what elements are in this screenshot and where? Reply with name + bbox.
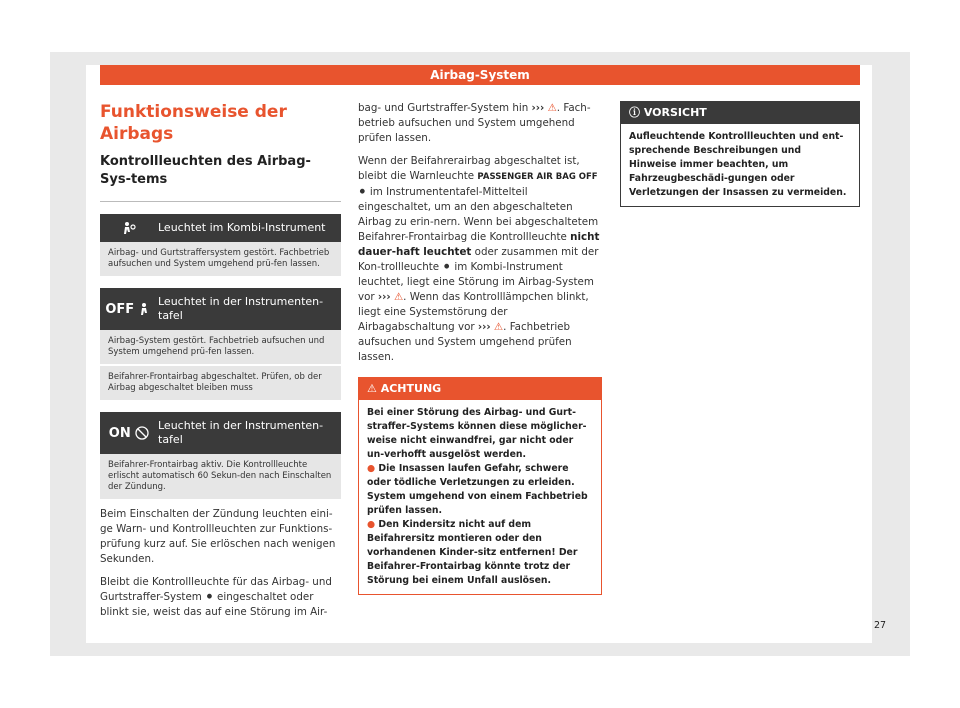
caution-body: Aufleuchtende Kontrollleuchten und ent-sprechende Beschreibungen und Hinweise immer beachten, um Fahrzeugbeschädi-gungen oder Verletzungen der Insassen zu vermeiden. [629,131,847,198]
column-middle [358,101,602,595]
info-box-body: Beifahrer-Frontairbag abgeschaltet. Prüfen, ob der Airbag abgeschaltet bleiben muss [100,364,341,400]
column-left [100,101,341,620]
info-circle-icon: ⓘ [629,106,640,119]
reference-chevrons[interactable]: ››› [531,102,545,114]
on-label: ON [108,425,131,441]
warning-header [359,378,601,400]
text: Bleibt die Kontrollleuchte für das Airbag- und Gurtstraffer-System [100,576,332,603]
warning-triangle-icon: ⚠ [367,382,377,395]
paragraph [100,575,341,620]
text: Wenn der Beifahrerairbag abgeschaltet ist, bleibt die Warnleuchte [358,155,580,182]
airbag-on-icon [100,426,158,441]
info-box-header [100,214,341,242]
warning-triangle-icon: ⚠ [393,291,404,303]
info-box-kombi [100,214,341,276]
warning-title: ACHTUNG [380,382,442,395]
airbag-person-icon: ⚫ [205,591,214,603]
airbag-person-icon: ⚫ [442,261,452,273]
warning-intro: Bei einer Störung des Airbag- und Gurt-straffer-Systems können diese möglicher-weise nicht einwandfrei, gar nicht oder un-verhofft ausgelöst werden. [367,407,587,460]
caution-header [621,102,859,124]
info-box-title: Leuchtet im Kombi-Instrument [158,221,326,234]
info-box-title: Leuchtet in der Instrumenten-tafel [158,419,324,446]
warning-bullet [367,462,593,518]
text: bag- und Gurtstraffer-System hin [358,102,529,114]
passenger-airbag-off-label: PASSENGER AIR BAG OFF [477,172,598,182]
caution-box [620,101,860,207]
text: Den Kindersitz nicht auf dem Beifahrersitz montieren oder den vorhandenen Kinder-sitz entfernen! Der Beifahrer-Frontairbag könnte trotz der Störung bei einem Unfall auslösen. [367,519,578,586]
text: . Fachbetrieb aufsuchen und System umgehend prüfen lassen. [358,321,572,363]
paragraph [358,154,602,365]
section-subtitle: Kontrollleuchten des Airbag-Sys-tems [100,153,341,202]
bullet-icon: ● [367,463,376,474]
warning-box [358,377,602,595]
bullet-icon: ● [367,519,376,530]
warning-body [359,400,601,594]
info-box-body: Airbag-System gestört. Fachbetrieb aufsuchen und System umgehend prü-fen lassen. [100,330,341,364]
airbag-person-icon: ⚫ [358,186,367,198]
page-number: 27 [874,620,887,631]
text: im Kombi-Instrument leuchtet, liegt eine Störung im Airbag-System vor [358,261,594,303]
text: Die Insassen laufen Gefahr, schwere oder tödliche Verletzungen zu erleiden. System umgehend von einem Fachbetrieb prüfen lassen. [367,463,588,516]
info-box-header [100,412,341,454]
reference-chevrons[interactable]: ››› [477,321,491,333]
bold-text: nicht dauer-haft leuchtet [358,231,600,258]
text: eingeschaltet oder blinkt sie, weist das auf eine Störung im Air- [100,591,328,618]
caution-title: VORSICHT [643,106,707,119]
text: im Instrumententafel-Mittelteil eingeschaltet, um an den abgeschalteten Airbag zu erin-nern. Wenn bei abgeschaltetem Beifahrer-Frontairbag die Kontrollleuchte [358,186,599,243]
warning-triangle-icon: ⚠ [547,102,557,114]
column-right [620,101,860,207]
info-box-on [100,412,341,499]
paragraph [358,101,602,146]
info-box-title: Leuchtet in der Instrumenten-tafel [158,295,324,322]
warning-triangle-icon: ⚠ [493,321,504,333]
section-header: Airbag-System [100,65,860,85]
info-box-body: Beifahrer-Frontairbag aktiv. Die Kontrollleuchte erlischt automatisch 60 Sekun-den nach Einschalten der Zündung. [100,454,341,499]
off-label: OFF [105,301,135,317]
info-box-header [100,288,341,330]
text: . Fach-betrieb aufsuchen und System umgehend prüfen lassen. [358,102,591,144]
airbag-off-icon [100,302,158,317]
text: oder zusammen mit der Kon-trollleuchte [358,246,599,273]
paragraph: Beim Einschalten der Zündung leuchten eini-ge Warn- und Kontrollleuchten zur Funktions-prüfung kurz auf. Sie erlöschen nach wenigen Sekunden. [100,508,336,565]
info-box-body: Airbag- und Gurtstraffersystem gestört. Fachbetrieb aufsuchen und System umgehend prü-fen lassen. [100,242,341,276]
airbag-person-icon [100,221,158,235]
text: . Wenn das Kontrolllämpchen blinkt, liegt eine Systemstörung der Airbagabschaltung vor [358,291,589,333]
page-title: Funktionsweise der Airbags [100,102,287,144]
info-box-off [100,288,341,400]
reference-chevrons[interactable]: ››› [377,291,391,303]
warning-bullet [367,518,593,588]
